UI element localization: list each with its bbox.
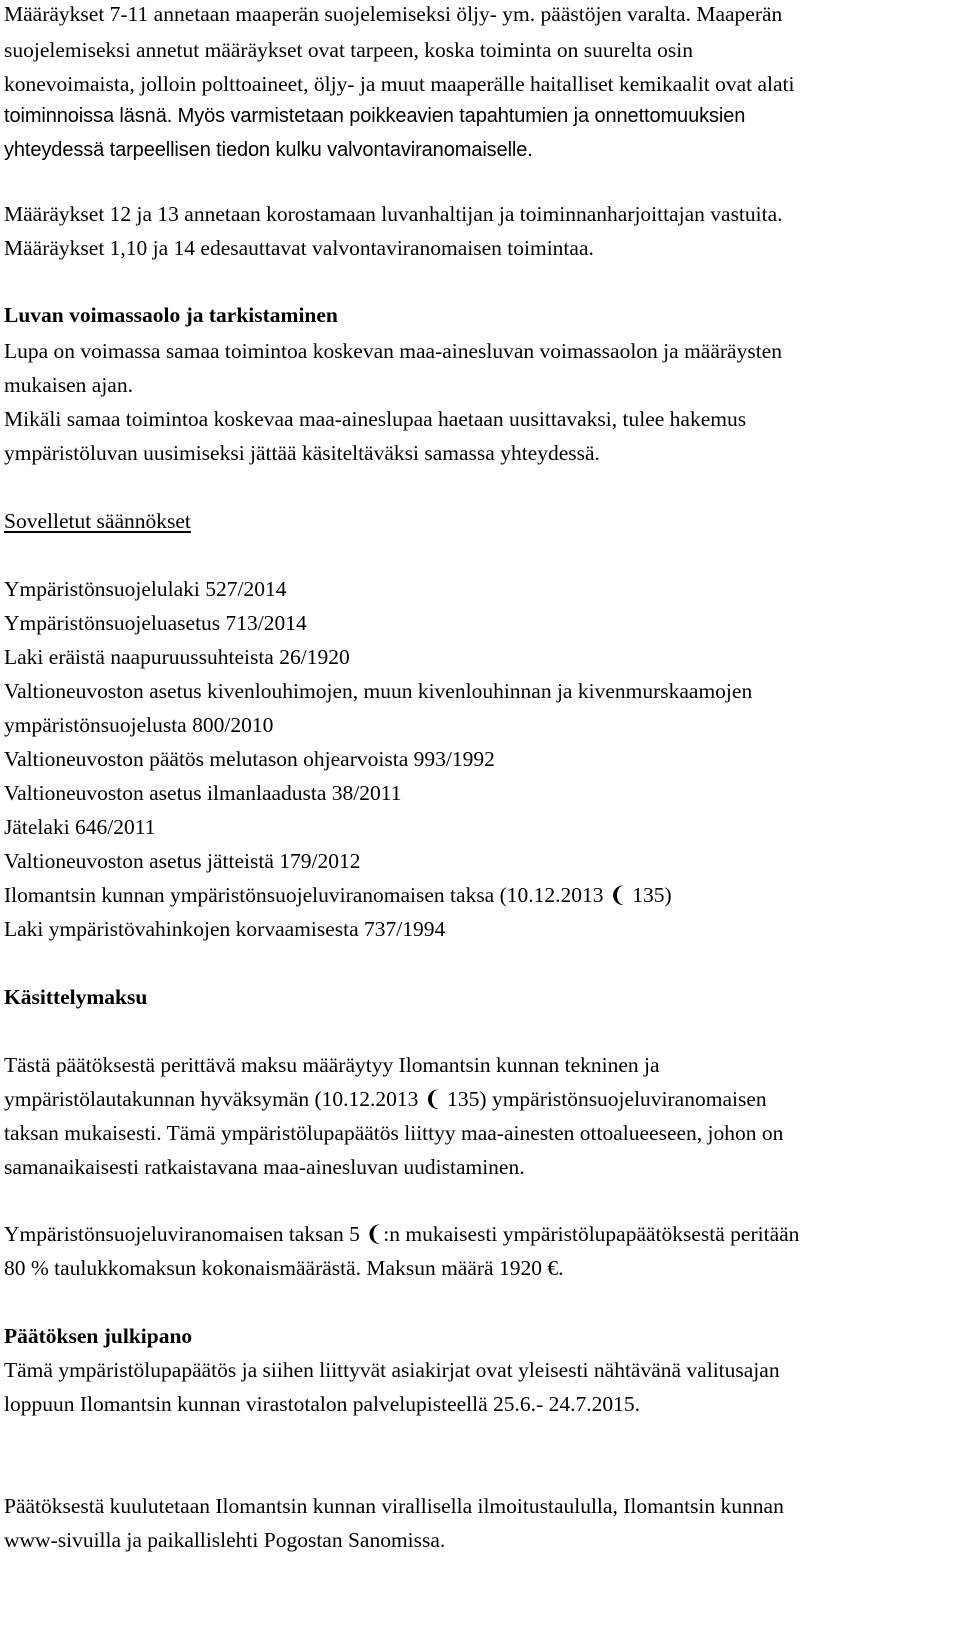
validity-line-2: mukaisen ajan. — [4, 373, 133, 397]
fee-line-1: Tästä päätöksestä perittävä maksu määräytyy Ilomantsin kunnan tekninen ja — [4, 1053, 660, 1077]
fee-line-3: taksan mukaisesti. Tämä ympäristölupapäätös liittyy maa-ainesten ottoalueeseen, johon on — [4, 1121, 784, 1145]
regulation-item: Valtioneuvoston asetus ilmanlaadusta 38/2011 — [4, 781, 402, 805]
announcement-line-2: www-sivuilla ja paikallislehti Pogostan Sanomissa. — [4, 1528, 446, 1552]
regulation-item: Ympäristönsuojelulaki 527/2014 — [4, 577, 287, 601]
fee-line-4: samanaikaisesti ratkaistavana maa-ainesluvan uudistaminen. — [4, 1155, 525, 1179]
intro-line-1: Määräykset 7-11 annetaan maaperän suojelemiseksi öljy- ym. päästöjen varalta. Maaperän — [4, 2, 783, 26]
publication-heading: Päätöksen julkipano — [4, 1324, 193, 1348]
intro-line-3: konevoimaista, jolloin polttoaineet, öljy- ja muut maaperälle haitalliset kemikaalit ovat alati — [4, 72, 795, 96]
validity-line-4: ympäristöluvan uusimiseksi jättää käsiteltäväksi samassa yhteydessä. — [4, 441, 600, 465]
announcement-line-1: Päätöksestä kuulutetaan Ilomantsin kunnan virallisella ilmoitustaululla, Ilomantsin kunnan — [4, 1494, 784, 1518]
fee-heading: Käsittelymaksu — [4, 985, 148, 1009]
regulation-item: Ympäristönsuojeluasetus 713/2014 — [4, 611, 307, 635]
publication-line-2: loppuun Ilomantsin kunnan virastotalon palvelupisteellä 25.6.- 24.7.2015. — [4, 1392, 640, 1416]
responsibility-line-1: Määräykset 12 ja 13 annetaan korostamaan luvanhaltijan ja toiminnanharjoittajan vastuita. — [4, 202, 783, 226]
validity-line-3: Mikäli samaa toimintoa koskevaa maa-aineslupaa haetaan uusittavaksi, tulee hakemus — [4, 407, 747, 431]
regulation-item: Laki ympäristövahinkojen korvaamisesta 737/1994 — [4, 917, 446, 941]
regulations-heading: Sovelletut säännökset — [4, 509, 191, 533]
fee-amount-line-2: 80 % taulukkomaksun kokonaismäärästä. Maksun määrä 1920 €. — [4, 1256, 564, 1280]
publication-line-1: Tämä ympäristölupapäätös ja siihen liittyvät asiakirjat ovat yleisesti nähtävänä valitusajan — [4, 1358, 780, 1382]
regulation-item: Valtioneuvoston päätös melutason ohjearvoista 993/1992 — [4, 747, 495, 771]
validity-heading: Luvan voimassaolo ja tarkistaminen — [4, 303, 338, 327]
regulation-item: Laki eräistä naapuruussuhteista 26/1920 — [4, 645, 350, 669]
regulation-item: Jätelaki 646/2011 — [4, 815, 156, 839]
intro-line-5: yhteydessä tarpeellisen tiedon kulku valvontaviranomaiselle. — [4, 139, 533, 161]
regulation-item: Ilomantsin kunnan ympäristönsuojeluviranomaisen taksa (10.12.2013 ❨ 135) — [4, 883, 672, 907]
fee-line-2: ympäristölautakunnan hyväksymän (10.12.2013 ❨ 135) ympäristönsuojeluviranomaisen — [4, 1087, 767, 1111]
regulation-item: ympäristönsuojelusta 800/2010 — [4, 713, 274, 737]
regulation-item: Valtioneuvoston asetus kivenlouhimojen, muun kivenlouhinnan ja kivenmurskaamojen — [4, 679, 753, 703]
fee-amount-line-1: Ympäristönsuojeluviranomaisen taksan 5 ❨:n mukaisesti ympäristölupapäätöksestä peritään — [4, 1222, 800, 1246]
validity-line-1: Lupa on voimassa samaa toimintoa koskevan maa-ainesluvan voimassaolon ja määräysten — [4, 339, 782, 363]
intro-line-4: toiminnoissa läsnä. Myös varmistetaan poikkeavien tapahtumien ja onnettomuuksien — [4, 105, 746, 127]
responsibility-line-2: Määräykset 1,10 ja 14 edesauttavat valvontaviranomaisen toimintaa. — [4, 236, 594, 260]
intro-line-2: suojelemiseksi annetut määräykset ovat tarpeen, koska toiminta on suurelta osin — [4, 38, 694, 62]
regulation-item: Valtioneuvoston asetus jätteistä 179/2012 — [4, 849, 361, 873]
